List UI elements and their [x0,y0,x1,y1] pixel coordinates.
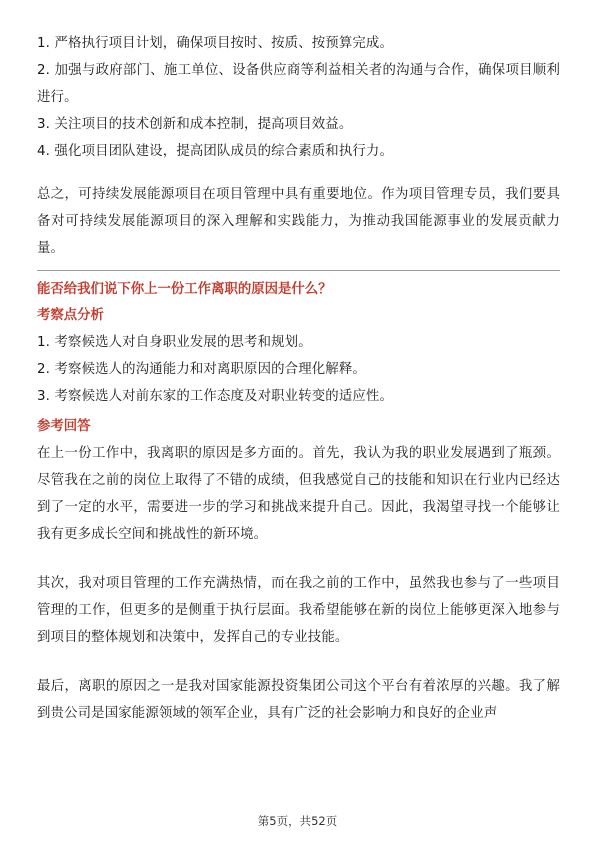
divider [37,270,560,271]
page-number: 第5页，共52页 [257,814,338,828]
list-item: 2. 加强与政府部门、施工单位、设备供应商等利益相关者的沟通与合作，确保项目顺利进行。 [37,63,560,105]
answer-heading: 参考回答 [37,419,91,434]
list-item: 1. 严格执行项目计划，确保项目按时、按质、按预算完成。 [37,36,393,51]
list-item: 3. 关注项目的技术创新和成本控制，提高项目效益。 [37,117,353,132]
question-heading: 能否给我们说下你上一份工作离职的原因是什么？ [37,282,332,297]
list-item: 1. 考察候选人对自身职业发展的思考和规划。 [37,335,312,350]
spacer [37,548,560,570]
list-item: 2. 考察候选人的沟通能力和对离职原因的合理化解释。 [37,362,366,377]
answer-paragraph: 其次，我对项目管理的工作充满热情，而在我之前的工作中，虽然我也参与了一些项目管理的工作，但更多的是侧重于执行层面。我希望能够在新的岗位上能够更深入地参与到项目的整体规划和决策中，发挥自己的专业技能。 [37,576,560,645]
document-body [37,30,560,727]
list-item: 4. 强化项目团队建设，提高团队成员的综合素质和执行力。 [37,144,393,159]
analysis-heading: 考察点分析 [37,308,104,323]
spacer [37,165,560,181]
list-item: 3. 考察候选人对前东家的工作态度及对职业转变的适应性。 [37,389,393,404]
summary-paragraph: 总之，可持续发展能源项目在项目管理中具有重要地位。作为项目管理专员，我们要具备对可持续发展能源项目的深入理解和实践能力，为推动我国能源事业的发展贡献力量。 [37,187,560,256]
answer-paragraph: 最后，离职的原因之一是我对国家能源投资集团公司这个平台有着浓厚的兴趣。我了解到贵公司是国家能源领域的领军企业，具有广泛的社会影响力和良好的企业声 [37,679,560,721]
answer-paragraph: 在上一份工作中，我离职的原因是多方面的。首先，我认为我的职业发展遇到了瓶颈。尽管我在之前的岗位上取得了不错的成绩，但我感觉自己的技能和知识在行业内已经达到了一定的水平，需要进一步的学习和挑战来提升自己。因此，我渴望寻找一个能够让我有更多成长空间和挑战性的新环境。 [37,446,560,542]
spacer [37,651,560,673]
